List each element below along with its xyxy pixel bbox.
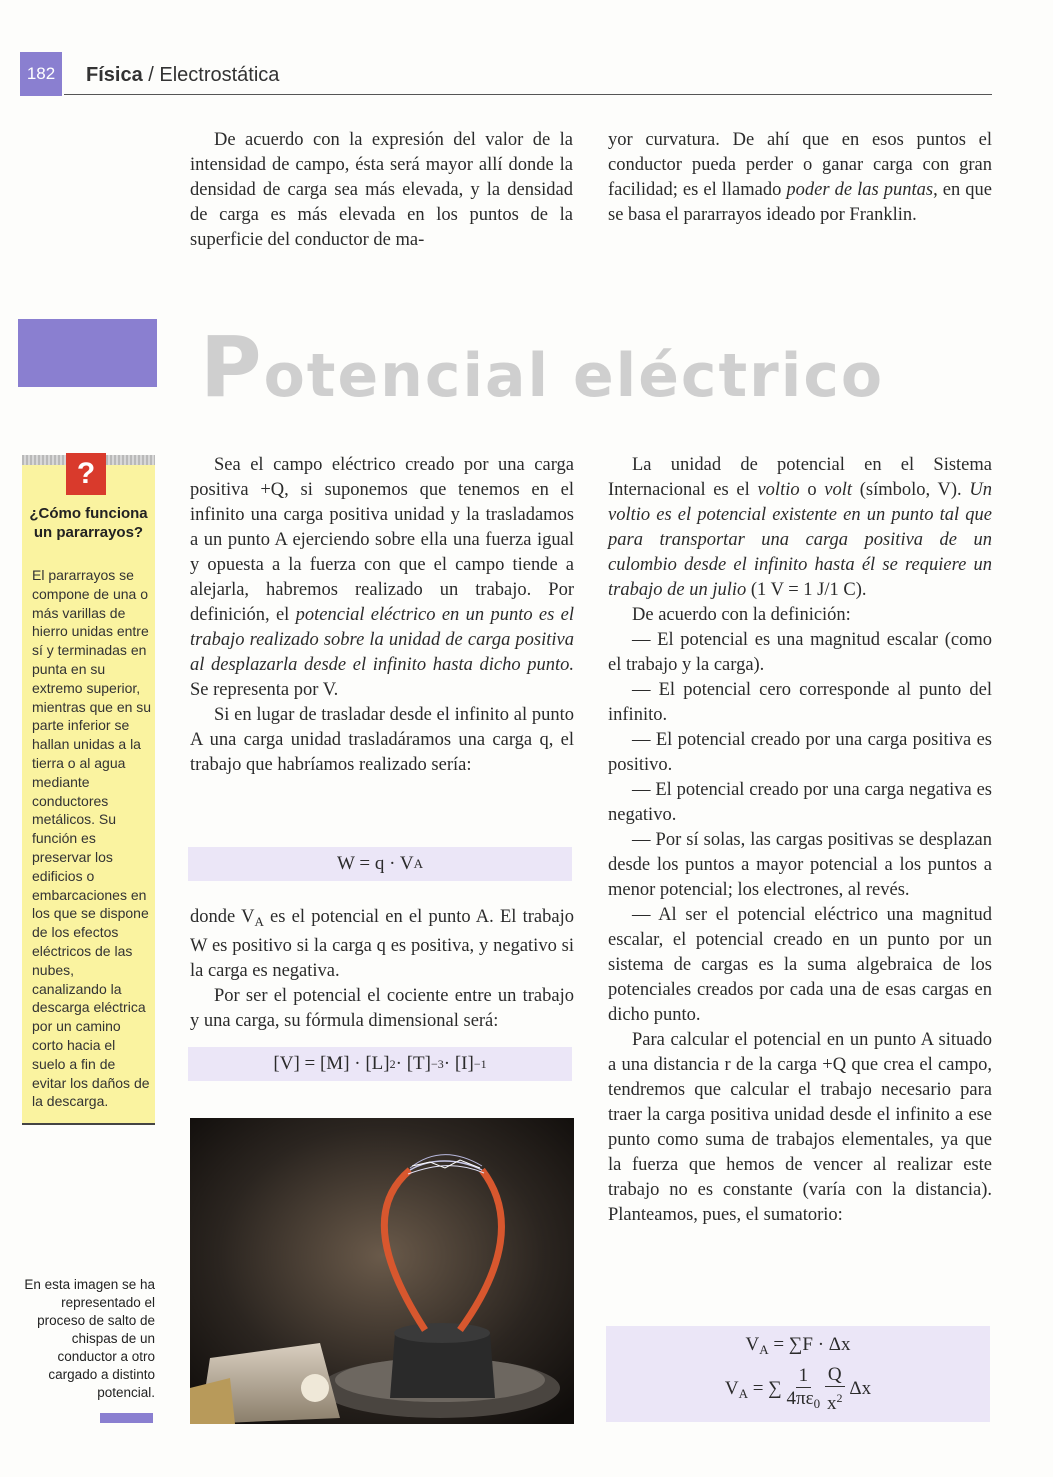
- frac1-den-sub: 0: [813, 1395, 821, 1411]
- f3-l1-lhs: V: [745, 1334, 760, 1355]
- frac1-num: 1: [796, 1365, 812, 1388]
- dim-exp-2: −3: [430, 1056, 444, 1071]
- list-item: — El potencial creado por una carga positiva es positivo.: [608, 730, 992, 775]
- f3-l2-eq: = ∑: [748, 1377, 782, 1399]
- left-p1-a: Sea el campo eléctrico creado por una carga positiva +Q, si suponemos que tenemos en el infinito una carga positiva unidad y la trasladamos a un punto A ejerciendo sobre ella una fuerza igual y opuesta a la fuerza con que el campo tiende a alejarla, habremos realizado un trabajo. Por definición, el: [190, 455, 574, 625]
- dim-part-a: [V] = [M] · [L]: [273, 1053, 390, 1074]
- subject-label: Física: [86, 64, 143, 86]
- question-mark-icon: [66, 453, 106, 495]
- intro-text-a: yor curvatura. De ahí que en esos puntos el conductor pueda perder o ganar carga con gran facilidad; es el llamado: [608, 130, 992, 200]
- intro-col-1: [190, 128, 573, 253]
- image-caption: En esta imagen se ha representado el proceso de salto de chispas de un conductor a otro cargado a distinto potencial.: [24, 1277, 155, 1400]
- dim-part-b: · [T]: [395, 1053, 431, 1074]
- list-item: — El potencial creado por una carga negativa es negativo.: [608, 780, 992, 825]
- list-item: — Al ser el potencial eléctrico una magnitud escalar, el potencial creado en un punto por un sistema de cargas es la suma algebraica de los potenciales creados por cada una de esas cargas en dicho punto.: [608, 905, 992, 1025]
- formula-work-text: W = q · V: [337, 853, 414, 874]
- spark-photo-illustration: [190, 1118, 574, 1424]
- question-glyph: ?: [76, 457, 96, 490]
- right-p1-a: La unidad de potencial en el Sistema Internacional es el: [608, 455, 992, 500]
- formula-work: [188, 847, 572, 881]
- right-p1-c: (1 V = 1 J/1 C).: [746, 580, 867, 600]
- title-accent-bar: [18, 319, 157, 387]
- right-paragraph-2: De acuerdo con la definición:: [632, 605, 851, 625]
- left-p3-b: es el potencial en el punto A. El trabajo W es positivo si la carga q es positiva, y negativo si la carga es negativa.: [190, 907, 574, 981]
- left-p3-sub: A: [254, 914, 264, 929]
- fraction-1: [787, 1365, 821, 1415]
- left-paragraph-2: Si en lugar de trasladar desde el infinito al punto A una carga unidad trasladáramos una carga q, el trabajo que habríamos realizado sería:: [190, 705, 574, 775]
- left-p3-a: donde V: [190, 907, 255, 927]
- intro-text-b: , en que se basa el pararrayos ideado por Franklin.: [608, 180, 992, 225]
- list-item: — Por sí solas, las cargas positivas se desplazan desde los puntos a mayor potencial a los puntos a menor potencial; los electrones, al revés.: [608, 830, 992, 900]
- dim-part-c: · [I]: [443, 1053, 474, 1074]
- left-column: [190, 453, 574, 778]
- frac2-den-sup: 2: [836, 1391, 843, 1405]
- left-paragraph-4: Por ser el potencial el cociente entre un trabajo y una carga, su fórmula dimensional será:: [190, 986, 574, 1031]
- sidebar-title: ¿Cómo funciona un pararrayos?: [29, 505, 148, 541]
- f3-l1-rhs: = ∑F · Δx: [768, 1334, 851, 1355]
- chapter-label: Electrostática: [159, 64, 280, 86]
- frac1-den: 4πε: [786, 1387, 814, 1409]
- voltio-emphasis: voltio: [757, 480, 800, 500]
- dim-exp-3: −1: [473, 1056, 487, 1071]
- right-paragraph-3: Para calcular el potencial en un punto A situado a una distancia r de la carga +Q que crea el campo, tendremos que calcular el trabajo necesario para traer la carga positiva unidad desde el infinito a ese punto como suma de trabajos elementales, ya que la fuerza que hemos de vencer al realizar este trabajo no es constante (varía con la distancia). Planteamos, pues, el sumatorio:: [608, 1030, 992, 1225]
- f3-l1-sub: A: [759, 1342, 769, 1357]
- frac2-num: Q: [825, 1364, 845, 1387]
- f3-tail: Δx: [849, 1377, 872, 1399]
- right-p1-b: (símbolo, V).: [852, 480, 970, 500]
- page-number-label: 182: [26, 64, 56, 83]
- list-item: — El potencial es una magnitud escalar (como el trabajo y la carga).: [608, 630, 992, 675]
- volt-emphasis: volt: [824, 480, 853, 500]
- left-p1-b: Se representa por V.: [190, 680, 339, 700]
- definition-emphasis: potencial eléctrico en un punto es el trabajo realizado sobre la unidad de carga positiva al desplazarla desde el infinito hasta dicho punto.: [190, 605, 575, 675]
- title-initial: P: [200, 318, 264, 416]
- list-item: — El potencial cero corresponde al punto del infinito.: [608, 680, 992, 725]
- formula-dimensional: [188, 1047, 572, 1081]
- intro-emphasis: poder de las puntas: [786, 180, 934, 200]
- header-rule: [64, 94, 992, 95]
- page-number: [20, 52, 62, 96]
- dim-exp-1: 2: [389, 1056, 396, 1071]
- formula-line-2: [606, 1364, 990, 1415]
- section-title: [200, 318, 885, 421]
- fraction-2: [825, 1364, 845, 1415]
- left-column-2: [190, 905, 574, 1034]
- sidebar-body: El pararrayos se compone de una o más varillas de hierro unidas entre sí y terminadas en punta en su extremo superior, mientras que en su parte inferior se hallan unidas a la tierra o al agua mediante conductores metálicos. Su función es preservar los edificios o embarcaciones en los que se dispone de los efectos eléctricos de las nubes, canalizando la descarga eléctrica por un camino corto hacia el suelo a fin de evitar los daños de la descarga.: [32, 567, 152, 1110]
- frac2-den: x: [826, 1393, 837, 1414]
- caption-accent-bar: [100, 1413, 153, 1423]
- running-head: [86, 64, 279, 87]
- right-column: [608, 453, 992, 1228]
- spark-photo: [190, 1118, 574, 1424]
- intro-paragraph-1: De acuerdo con la expresión del valor de la intensidad de campo, ésta será mayor allí donde la densidad de carga sea más elevada, y la densidad de carga es más elevada en los puntos de la superficie del conductor de ma-: [190, 130, 573, 250]
- f3-l2-sub: A: [738, 1385, 749, 1401]
- separator: /: [142, 64, 160, 86]
- intro-col-2: [608, 128, 992, 228]
- formula-work-sub: A: [413, 856, 423, 871]
- right-p1-mid: o: [799, 480, 825, 500]
- formula-potential: [606, 1326, 990, 1422]
- title-rest: otencial eléctrico: [263, 341, 885, 411]
- formula-line-1: [606, 1334, 990, 1358]
- volt-definition: Un voltio es el potencial existente en un punto tal que para transportar una carga positiva de un culombio desde el infinito hasta él se requiere un trabajo de un julio: [608, 480, 992, 600]
- f3-l2-lhs: V: [724, 1377, 739, 1399]
